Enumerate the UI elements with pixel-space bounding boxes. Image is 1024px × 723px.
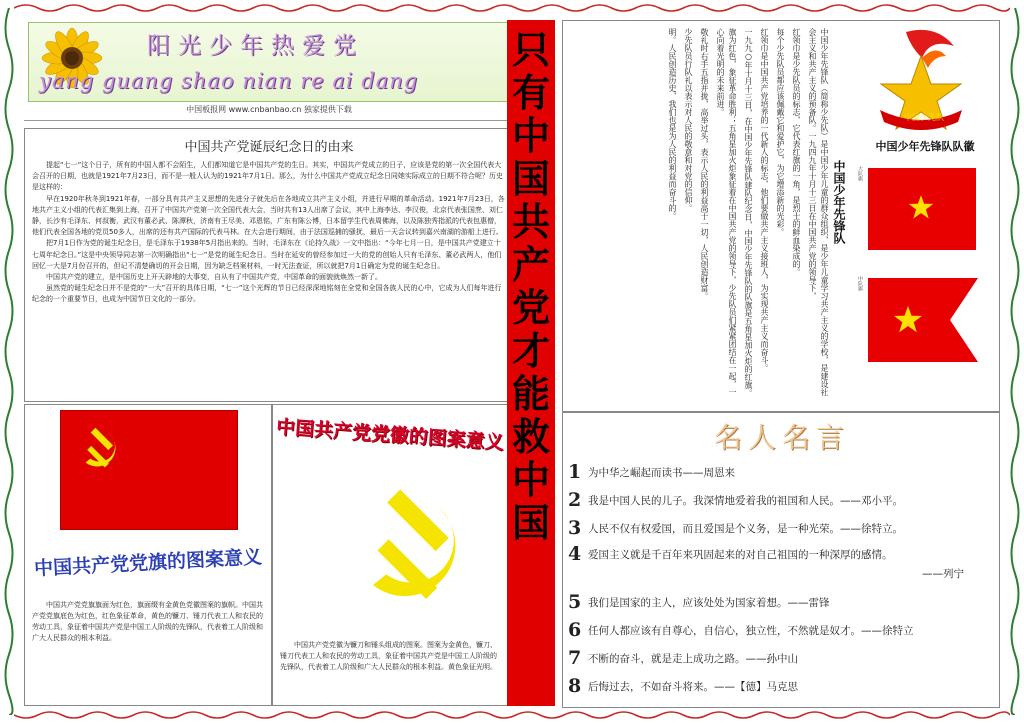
pioneer-brigade-flag — [868, 168, 976, 250]
pioneers-column: 少先队员行队礼以表示对人民的敬意和对党的信仰。 — [684, 28, 693, 212]
badge-caption: 中国少年先锋队队徽 — [875, 140, 975, 153]
quote-number: 8 — [568, 675, 582, 697]
vertical-title-char: 国 — [511, 156, 550, 201]
vertical-title-char: 中 — [511, 113, 550, 158]
vine-border-left — [2, 8, 16, 715]
pioneers-column: 一九九○年十月十三日，在中国少年先锋队建队纪念日，中国少年先锋队的队旗是五角星加火炬的红旗。 — [744, 28, 753, 397]
quote-text: 不断的奋斗，就是走上成功之路。——孙中山 — [588, 652, 798, 665]
quote-item — [568, 458, 988, 486]
vertical-title-char: 党 — [511, 285, 550, 330]
pioneers-column: 敬礼时右手五指并拢，高举过头，表示人民的利益高于一切，人民创造财富。 — [700, 28, 709, 300]
vertical-title-char: 中 — [511, 457, 550, 502]
source-line: 中国板报网 www.cnbanbao.cn 独家提供下载 — [186, 105, 352, 114]
vertical-title-char: 有 — [511, 70, 550, 115]
quote-item — [568, 672, 988, 700]
quote-text: 为中华之崛起而读书——周恩来 — [588, 466, 735, 479]
quote-text: 任何人都应该有自尊心，自信心，独立性，不然就是奴才。——徐特立 — [588, 624, 914, 637]
vertical-title-char: 只 — [511, 27, 550, 72]
pioneers-column: 红领巾是少先队员的标志，它代表红旗的一角，是烈士的鲜血染成的。 — [792, 28, 801, 276]
quote-text: 我们是国家的主人，应该处处为国家着想。——雷锋 — [588, 596, 830, 609]
flag-label-2: 中队旗 — [857, 276, 863, 291]
quote-item — [568, 644, 988, 672]
quote-number: 7 — [568, 647, 582, 669]
quote-item — [568, 616, 988, 644]
flag-heading: 中国共产党党旗的图案意义 — [33, 546, 263, 581]
quote-item — [568, 542, 988, 566]
vine-border-right — [1008, 8, 1022, 715]
quote-number: 1 — [568, 461, 582, 483]
quote-item — [568, 588, 988, 616]
vertical-title-char: 能 — [511, 371, 550, 416]
emblem-body: 中国共产党党徽为镰刀和锤头组成的图案。图案为金黄色，镰刀、锤刀代表工人和农民的劳动工具，象征着中国共产党是中国工人阶级的先锋队，代表着工人阶级和广大人民群众的根本利益。黄色象征光明。 — [280, 641, 497, 671]
quote-text: 人民不仅有权爱国，而且爱国是个义务，是一种光荣。——徐特立。 — [588, 522, 903, 535]
quote-author: ——列宁 — [922, 568, 964, 580]
vine-border-top — [14, 2, 1010, 14]
flag-body: 中国共产党党旗旗面为红色，旗面缀有金黄色党徽图案的旗帜。中国共产党党旗底色为红色，红色象征革命，黄色的镰刀、锤刀代表工人和农民的劳动工具，象征着中国共产党是中国工人阶级的先锋队，代表着工人阶级和广大人民群众的根本利益。 — [32, 601, 263, 642]
article-paragraph: 把7月1日作为党的诞生纪念日，是毛泽东于1938年5月指出来的。当时，毛泽东在《论持久战》一文中指出：“今年七月一日，是中国共产党建立十七周年纪念日。”这是中央领导同志第一次明确指出“七一”是党的诞生纪念日。当时在延安的曾经参加过一大的党的创始人只有毛泽东、董必武两人，他们回忆一大是7月份召开的，但记不清楚确切的开会日期，因为缺乏档案材料，一时无法查证，所以就把7月1日确定为党的诞生纪念日。 — [32, 239, 502, 270]
quotes-list — [568, 458, 988, 700]
vine-border-bottom — [14, 709, 1010, 721]
pioneer-squadron-flag — [868, 278, 978, 362]
vertical-main-title — [507, 20, 555, 706]
hammer-sickle-icon — [75, 425, 123, 473]
quotes-heading: 名人名言 — [713, 421, 850, 454]
emblem-heading: 中国共产党党徽的图案意义 — [275, 416, 505, 454]
quote-number: 5 — [568, 591, 582, 613]
quote-number: 3 — [568, 517, 582, 539]
article-paragraph: 虽然党的诞生纪念日并不是党的“一大”召开的具体日期，“七一”这个光辉的节日已经深深地铭刻在全党和全国各族人民的心中，它成为人们每年进行纪念的一个重要节日，也成为中国节日文化的一部分。 — [32, 284, 502, 304]
badge-ribbon-label: 中国少先队 — [904, 113, 944, 122]
banner — [28, 22, 512, 102]
quote-text: 爱国主义就是千百年来巩固起来的对自己祖国的一种深厚的感情。 — [588, 548, 893, 561]
quote-number: 4 — [568, 543, 582, 565]
banner-title: 阳光少年热爱党 — [147, 33, 364, 59]
pioneers-column: 红领巾是中国共产党培养的一代新人的标志，他们要做共产主义接班人，为实现共产主义而奋斗。 — [760, 28, 769, 372]
quote-text: 我是中国人民的儿子。我深情地爱着我的祖国和人民。——邓小平。 — [588, 494, 903, 507]
quote-number: 2 — [568, 489, 582, 511]
quote-text: 后悔过去，不如奋斗将来。——【德】马克思 — [588, 680, 798, 693]
pioneers-column: 明。人民创造历史，我们也是为人民的利益而奋斗的。 — [668, 28, 677, 220]
vertical-title-char: 国 — [511, 500, 550, 545]
flag-label-1: 大队旗 — [857, 166, 863, 181]
party-flag — [60, 410, 238, 530]
article-body — [32, 160, 506, 306]
vertical-title-char: 才 — [511, 328, 550, 373]
pioneers-column: 每个少先队员都应该佩戴它和爱护它，为它增添新的光彩。 — [776, 28, 785, 236]
pioneer-flag-caption: 中国少年先锋队 — [832, 160, 846, 244]
banner-pinyin: yang guang shao nian re ai dang — [39, 69, 419, 93]
quote-item — [568, 486, 988, 514]
pioneers-text — [568, 28, 830, 400]
hammer-sickle-icon — [344, 482, 476, 614]
banner-divider — [24, 120, 514, 121]
vertical-title-char: 共 — [511, 199, 550, 244]
article-title: 中国共产党诞辰纪念日的由来 — [184, 140, 354, 155]
star-icon — [908, 194, 934, 220]
article-paragraph: 早在1920年秋冬到1921年春，一部分具有共产主义思想的先进分子就先后在各地成立共产主义小组，并进行早期的革命活动。1921年7月23日，各地共产主义小组的代表汇集到上海，召开了中国共产党第一次全国代表大会，当时共有13人出席了会议，其中上海李达、李汉俊，北京代表张国焘、刘仁静，长沙有毛泽东、何叔衡，武汉有董必武、陈潭秋，济南有王尽美、邓恩铭，广东有陈公博，日本留学生代表周佛海，以及陈独秀指派的代表包惠僧，他们代表全国各地的党员50多人，出席的还有共产国际的代表马林。在大会进行期间，由于法国巡捕的骚扰，最后一天会议转到嘉兴南湖的游船上进行。 — [32, 194, 505, 237]
vertical-title-char: 产 — [511, 242, 550, 287]
article-paragraph: 中国共产党的建立，是中国历史上开天辟地的大事变，自从有了中国共产党，中国革命的面貌就焕然一新了。 — [46, 273, 382, 282]
vertical-title-char: 救 — [511, 414, 550, 459]
article-paragraph: 提起“七一”这个日子，所有的中国人都不会陌生，人们都知道它是中国共产党的生日。其实，中国共产党成立的日子，应该是党的第一次全国代表大会召开的日期，也就是1921年7月23日，而不是一般人认为的1921年7月1日。那么，为什么中国共产党成立纪念日同她实际成立的日期不符合呢？历史是这样的： — [32, 161, 503, 192]
quote-number: 6 — [568, 619, 582, 641]
quote-item — [568, 514, 988, 542]
pioneers-column: 中国少年先锋队（简称少先队）是中国少年儿童的群众组织，是少年儿童学习共产主义的学校，是建设社会主义和共产主义的预备队。一九四九年十月十三日在中国共产党的领导下， — [808, 28, 829, 396]
pioneers-column: 旗为红色，象征革命胜利；五角星加火炬象征着在中国共产党的领导下，少先队员们紧紧团结在一起，一心向着光明的未来前进。 — [716, 28, 737, 396]
